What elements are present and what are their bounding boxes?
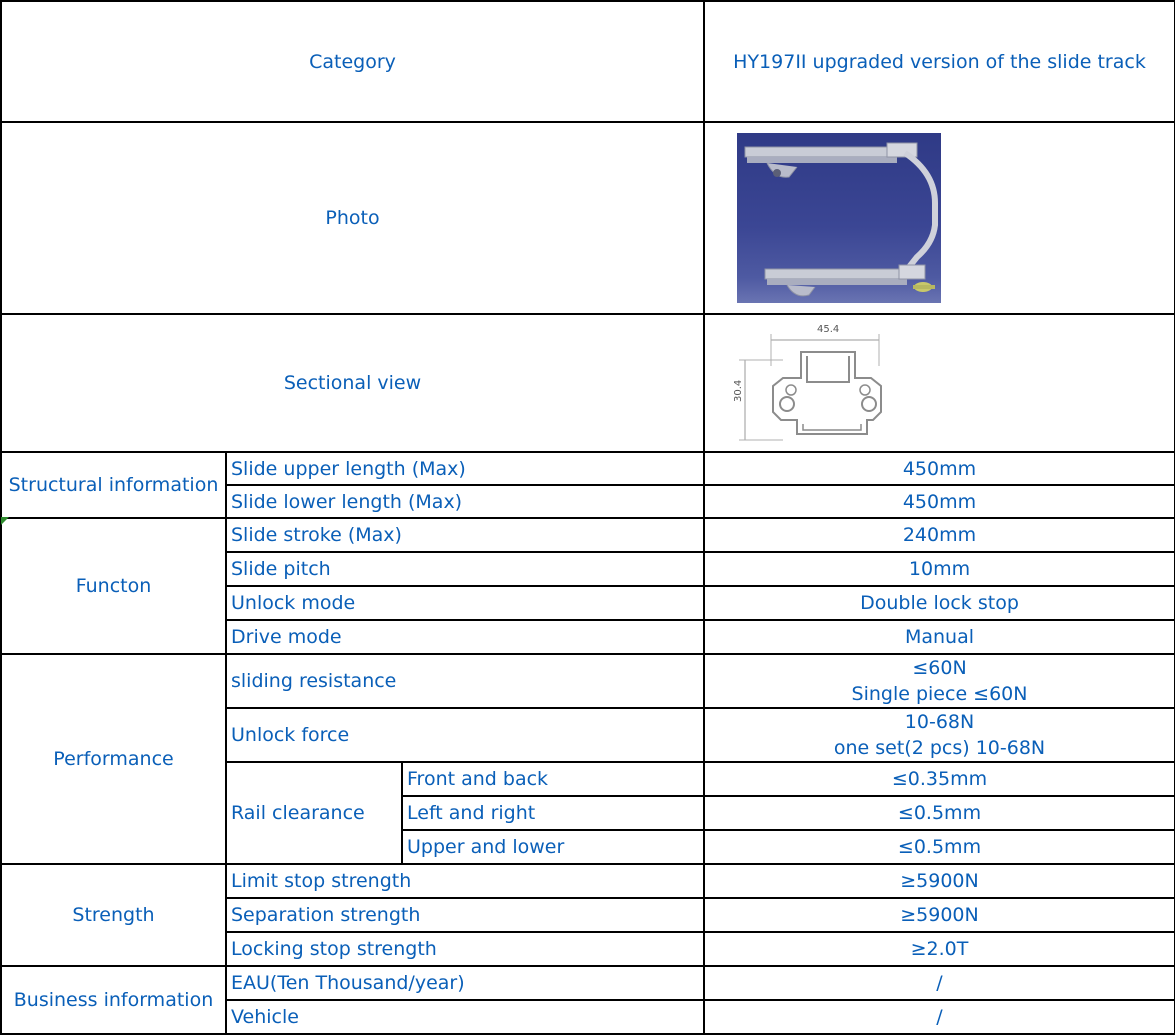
row-label: Left and right xyxy=(402,796,704,830)
rail-clearance-label: Rail clearance xyxy=(226,762,402,864)
group-structural: Structural information xyxy=(1,452,226,518)
table-row xyxy=(1,966,1175,1000)
table-row xyxy=(1,452,1175,485)
category-value: HY197II upgraded version of the slide track xyxy=(704,1,1175,122)
row-value: 450mm xyxy=(704,452,1175,485)
row-label: Unlock force xyxy=(226,708,704,762)
table-row xyxy=(1,518,1175,552)
category-label: Category xyxy=(1,1,704,122)
value-line: 10-68N xyxy=(904,711,975,733)
photo-label: Photo xyxy=(1,122,704,314)
group-strength: Strength xyxy=(1,864,226,966)
value-line: one set(2 pcs) 10-68N xyxy=(833,737,1046,759)
row-label: Slide lower length (Max) xyxy=(226,485,704,518)
row-value: ≤0.5mm xyxy=(704,830,1175,864)
group-business: Business information xyxy=(1,966,226,1034)
row-label: Slide upper length (Max) xyxy=(226,452,704,485)
row-label: Locking stop strength xyxy=(226,932,704,966)
row-value: ≥5900N xyxy=(704,898,1175,932)
dimension-width: 45.4 xyxy=(817,324,840,335)
row-value: / xyxy=(704,966,1175,1000)
row-value: ≥2.0T xyxy=(704,932,1175,966)
row-value: 10mm xyxy=(704,552,1175,586)
group-function: Functon xyxy=(1,518,226,654)
section-cell xyxy=(704,314,1175,452)
row-label: Limit stop strength xyxy=(226,864,704,898)
table-row xyxy=(1,654,1175,708)
row-value xyxy=(704,654,1175,708)
category-row xyxy=(1,1,1175,122)
row-label: Unlock mode xyxy=(226,586,704,620)
row-value xyxy=(704,708,1175,762)
row-value: / xyxy=(704,1000,1175,1034)
row-value: Double lock stop xyxy=(704,586,1175,620)
photo-row xyxy=(1,122,1175,314)
row-value: ≤0.35mm xyxy=(704,762,1175,796)
row-label: Slide pitch xyxy=(226,552,704,586)
row-label: Upper and lower xyxy=(402,830,704,864)
row-label: EAU(Ten Thousand/year) xyxy=(226,966,704,1000)
row-label: Slide stroke (Max) xyxy=(226,518,704,552)
row-label: Front and back xyxy=(402,762,704,796)
sectional-view-drawing xyxy=(723,320,903,446)
row-label: Separation strength xyxy=(226,898,704,932)
section-label: Sectional view xyxy=(1,314,704,452)
group-performance: Performance xyxy=(1,654,226,864)
table-row xyxy=(1,864,1175,898)
slide-track-photo xyxy=(737,133,941,303)
row-value: ≥5900N xyxy=(704,864,1175,898)
row-value: 240mm xyxy=(704,518,1175,552)
row-value: ≤0.5mm xyxy=(704,796,1175,830)
dimension-height: 30.4 xyxy=(733,379,744,402)
photo-cell xyxy=(704,122,1175,314)
row-value: Manual xyxy=(704,620,1175,654)
cell-comment-marker xyxy=(1,517,9,525)
section-row xyxy=(1,314,1175,452)
row-value: 450mm xyxy=(704,485,1175,518)
value-line: ≤60N xyxy=(912,657,967,679)
row-label: Drive mode xyxy=(226,620,704,654)
row-label: Vehicle xyxy=(226,1000,704,1034)
value-line: Single piece ≤60N xyxy=(851,683,1028,705)
row-label: sliding resistance xyxy=(226,654,704,708)
